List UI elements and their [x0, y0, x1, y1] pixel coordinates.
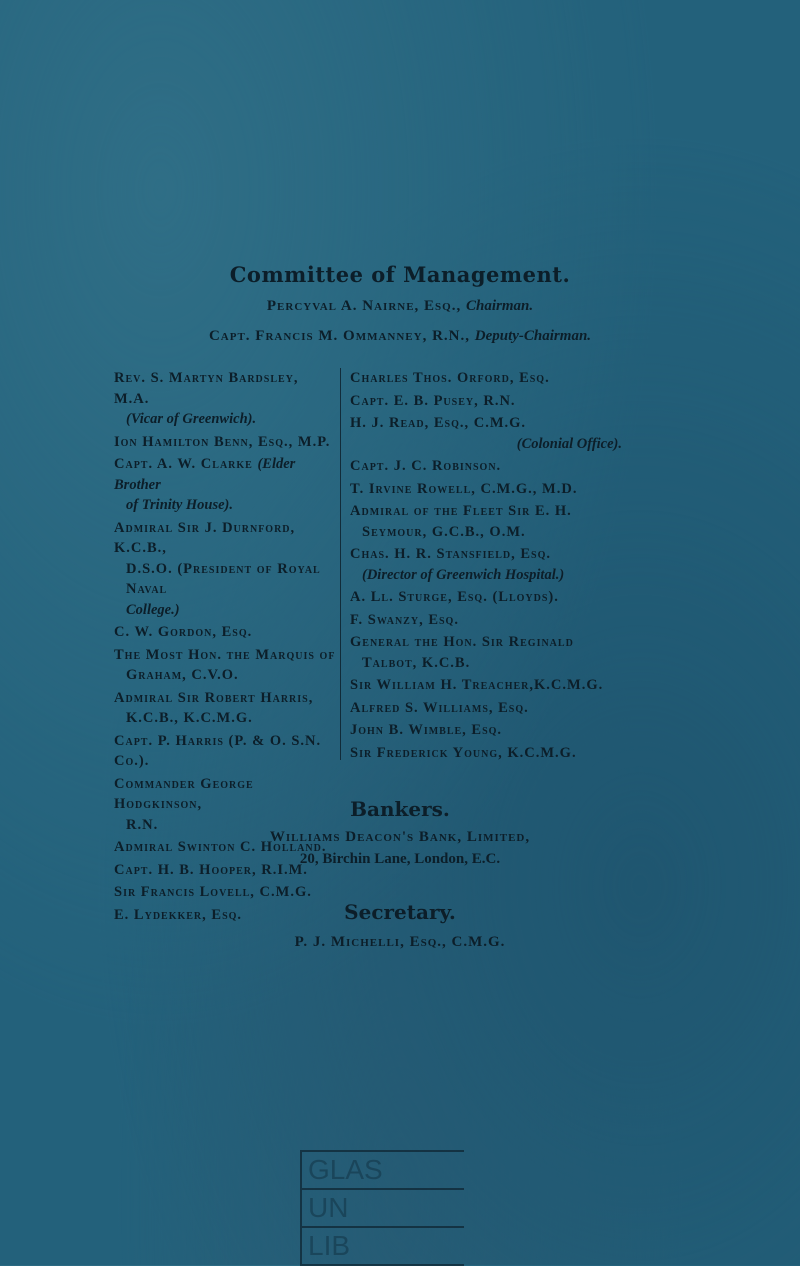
deputy-role: Deputy-Chairman.	[474, 328, 592, 344]
chairman-line	[0, 298, 800, 315]
member-name: Admiral Sir J. Durnford, K.C.B.,	[114, 519, 296, 556]
member-entry	[350, 391, 626, 412]
member-name: C. W. Gordon, Esq.	[114, 624, 253, 640]
member-entry	[114, 645, 336, 686]
member-name: T. Irvine Rowell, C.M.G., M.D.	[350, 480, 578, 497]
member-entry	[114, 454, 336, 516]
member-name: E. Lydekker, Esq.	[114, 906, 243, 923]
member-name-cont: R.N.	[126, 816, 159, 833]
member-name: Capt. H. B. Hooper, R.I.M.	[114, 861, 308, 878]
deputy-line	[0, 328, 800, 345]
member-entry	[350, 632, 626, 673]
member-name: General the Hon. Sir Reginald	[350, 634, 574, 650]
page-title: Committee of Management.	[229, 262, 571, 287]
member-name-cont: K.C.B., K.C.M.G.	[126, 710, 253, 726]
member-name: John B. Wimble, Esq.	[350, 722, 503, 738]
member-entry	[350, 720, 626, 741]
member-name: Capt. P. Harris (P. & O. S.N. Co.).	[114, 732, 322, 769]
deputy-name: Capt. Francis M. Ommanney, R.N.,	[208, 328, 471, 344]
library-stamp	[300, 1150, 464, 1266]
member-entry	[350, 368, 626, 389]
member-entry	[114, 731, 336, 772]
committee-right-column	[350, 368, 626, 765]
bankers-name: Williams Deacon's Bank, Limited,	[269, 829, 531, 845]
member-name: Sir Francis Lovell, C.M.G.	[114, 884, 312, 900]
member-note: (Colonial Office).	[516, 435, 622, 452]
member-entry	[114, 688, 336, 729]
member-name: The Most Hon. the Marquis of	[114, 646, 336, 663]
member-entry	[114, 432, 336, 453]
column-divider	[340, 368, 341, 760]
member-name: H. J. Read, Esq., C.M.G.	[350, 415, 527, 431]
bankers-address: 20, Birchin Lane, London, E.C.	[299, 851, 501, 867]
stamp-line-1: GLAS	[302, 1152, 464, 1190]
member-note: (Elder Brother	[114, 456, 296, 493]
member-entry	[350, 675, 626, 696]
member-note: (Director of Greenwich Hospital.)	[362, 566, 565, 583]
member-entry	[114, 518, 336, 621]
member-name-cont: Talbot, K.C.B.	[362, 654, 471, 671]
member-note-cont: College.)	[126, 601, 180, 618]
bankers-heading: Bankers.	[350, 797, 450, 821]
member-name: Sir Frederick Young, K.C.M.G.	[350, 744, 577, 761]
member-entry	[114, 368, 336, 430]
member-name: Capt. J. C. Robinson.	[350, 458, 502, 474]
member-note-cont: of Trinity House).	[126, 497, 234, 513]
member-note: (Vicar of Greenwich).	[126, 411, 257, 427]
member-name-cont: Graham, C.V.O.	[126, 667, 239, 683]
secretary-heading: Secretary.	[344, 900, 456, 924]
member-name: Capt. A. W. Clarke	[114, 456, 253, 472]
member-entry	[350, 587, 626, 608]
stamp-line-2: UN	[302, 1190, 464, 1228]
member-note: D.S.O. (President of Royal Naval	[126, 560, 321, 597]
chairman-role: Chairman.	[465, 298, 534, 314]
member-entry	[350, 743, 626, 764]
member-entry	[350, 479, 626, 500]
member-name: Admiral Sir Robert Harris,	[114, 689, 314, 706]
member-name: F. Swanzy, Esq.	[350, 611, 459, 628]
member-name: Admiral Swinton C. Holland.	[114, 839, 327, 855]
member-name: Commander George Hodgkinson,	[114, 775, 254, 812]
member-name: Capt. E. B. Pusey, R.N.	[350, 392, 516, 409]
member-name: A. Ll. Sturge, Esq. (Lloyds).	[350, 589, 559, 605]
stamp-line-3: LIB	[308, 1230, 351, 1261]
member-entry	[350, 456, 626, 477]
member-name: Ion Hamilton Benn, Esq., M.P.	[114, 433, 331, 450]
member-entry	[350, 610, 626, 631]
chairman-name: Percyval A. Nairne, Esq.,	[266, 298, 462, 314]
member-name: Admiral of the Fleet Sir E. H.	[350, 503, 572, 519]
member-entry	[350, 413, 626, 454]
secretary-name: P. J. Michelli, Esq., C.M.G.	[294, 934, 506, 950]
member-name: Alfred S. Williams, Esq.	[350, 699, 529, 716]
member-entry	[350, 501, 626, 542]
member-name: Sir William H. Treacher,K.C.M.G.	[350, 677, 604, 693]
member-name: Chas. H. R. Stansfield, Esq.	[350, 546, 551, 562]
member-entry	[114, 622, 336, 643]
member-entry	[350, 544, 626, 585]
member-name: Rev. S. Martyn Bardsley, M.A.	[114, 370, 299, 407]
member-entry	[350, 698, 626, 719]
member-name: Charles Thos. Orford, Esq.	[350, 370, 550, 386]
member-name-cont: Seymour, G.C.B., O.M.	[362, 523, 526, 540]
